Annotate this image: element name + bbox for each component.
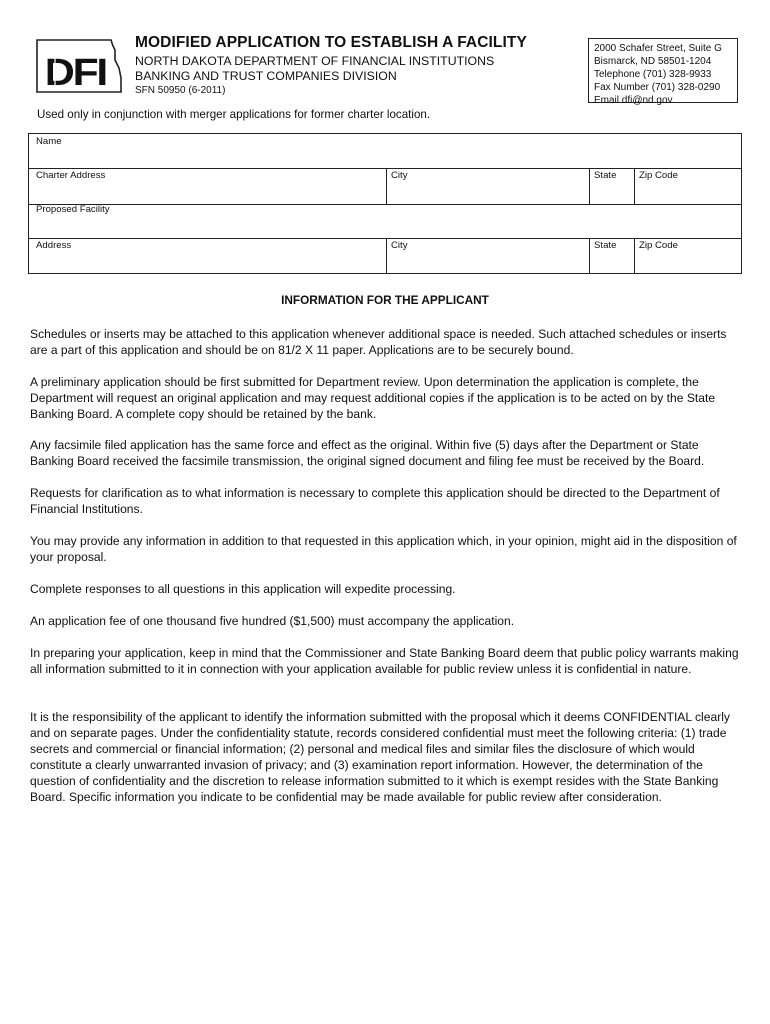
- address-field[interactable]: [33, 252, 383, 272]
- charter-city-label: City: [391, 170, 408, 181]
- info-paragraph: Any facsimile filed application has the same force and effect as the original. Within five (5) days after the Department or State Banking Board received the facsimile transmission, the original signed document and filing fee must be received by the Board.: [30, 438, 705, 468]
- department-name: NORTH DAKOTA DEPARTMENT OF FINANCIAL INSTITUTIONS: [135, 54, 495, 68]
- division-name: BANKING AND TRUST COMPANIES DIVISION: [135, 69, 397, 83]
- info-paragraph: Requests for clarification as to what information is necessary to complete this application should be directed to the Department of Financial Institutions.: [30, 486, 720, 516]
- charter-city-field[interactable]: [389, 182, 587, 202]
- address-label: Address: [36, 240, 72, 251]
- form-rule: [29, 204, 741, 205]
- form-title: MODIFIED APPLICATION TO ESTABLISH A FACILITY: [135, 34, 527, 51]
- form-divider: [386, 238, 387, 274]
- charter-address-label: Charter Address: [36, 170, 106, 181]
- address-telephone: Telephone (701) 328-9933: [594, 69, 712, 80]
- charter-address-field[interactable]: [33, 182, 383, 202]
- charter-zip-field[interactable]: [637, 182, 738, 202]
- address-city-state-zip: Bismarck, ND 58501-1204: [594, 56, 712, 67]
- info-paragraph: An application fee of one thousand five hundred ($1,500) must accompany the application.: [30, 614, 515, 628]
- info-paragraph: In preparing your application, keep in mind that the Commissioner and State Banking Board deem that public policy warrants making all information submitted to it in connection with your application available for public review unless it is confidential in nature.: [30, 646, 739, 676]
- address-fax: Fax Number (701) 328-0290: [594, 82, 721, 93]
- charter-zip-label: Zip Code: [639, 170, 678, 181]
- form-divider: [589, 168, 590, 204]
- info-heading: INFORMATION FOR THE APPLICANT: [281, 293, 489, 307]
- proposed-facility-field[interactable]: [33, 218, 738, 236]
- state-field[interactable]: [592, 252, 632, 272]
- info-paragraph: Complete responses to all questions in this application will expedite processing.: [30, 582, 456, 596]
- info-paragraph: A preliminary application should be first submitted for Department review. Upon determination the application is complete, the Department will request an original application and may request additional copies if the application is to be acted on by the State Banking Board. A complete copy should be retained by the bank.: [30, 375, 716, 421]
- city-label: City: [391, 240, 408, 251]
- form-divider: [634, 238, 635, 274]
- form-divider: [634, 168, 635, 204]
- form-divider: [386, 168, 387, 204]
- proposed-facility-label: Proposed Facility: [36, 204, 110, 215]
- city-field[interactable]: [389, 252, 587, 272]
- facility-form: [28, 133, 742, 274]
- usage-note: Used only in conjunction with merger applications for former charter location.: [37, 108, 431, 121]
- name-field[interactable]: [33, 148, 738, 167]
- zip-field[interactable]: [637, 252, 738, 272]
- info-paragraph: Schedules or inserts may be attached to this application whenever additional space is needed. Such attached schedules or inserts are a part of this application and should be on 81/2 X 11 paper. Applications are to be securely bound.: [30, 327, 727, 357]
- name-label: Name: [36, 136, 62, 147]
- zip-label: Zip Code: [639, 240, 678, 251]
- address-box: [588, 38, 738, 106]
- address-email: Email dfi@nd.gov: [594, 95, 673, 106]
- dfi-logo: [35, 38, 129, 94]
- form-number: SFN 50950 (6-2011): [135, 85, 226, 96]
- state-label: State: [594, 240, 617, 251]
- info-paragraph: You may provide any information in addition to that requested in this application which, in your opinion, might aid in the disposition of your proposal.: [30, 534, 737, 564]
- form-divider: [589, 238, 590, 274]
- charter-state-label: State: [594, 170, 617, 181]
- address-street: 2000 Schafer Street, Suite G: [594, 43, 722, 54]
- logo-text: DFI: [44, 52, 107, 94]
- charter-state-field[interactable]: [592, 182, 632, 202]
- info-paragraph: It is the responsibility of the applicant to identify the information submitted with the proposal which it deems CONFIDENTIAL clearly and on separate pages. Under the confidentiality statute, records considered confidential must meet the following criteria: (1) trade secrets and commercial or financial information; (2) personal and medical files and similar files the disclosure of which would constitute a clearly unwarranted invasion of privacy; and (3) examination report information. However, the determination of the question of confidentiality and the discretion to release information submitted to it which is exempt resides with the State Banking Board. Specific information you indicate to be confidential may be made available for public review after consideration.: [30, 710, 730, 804]
